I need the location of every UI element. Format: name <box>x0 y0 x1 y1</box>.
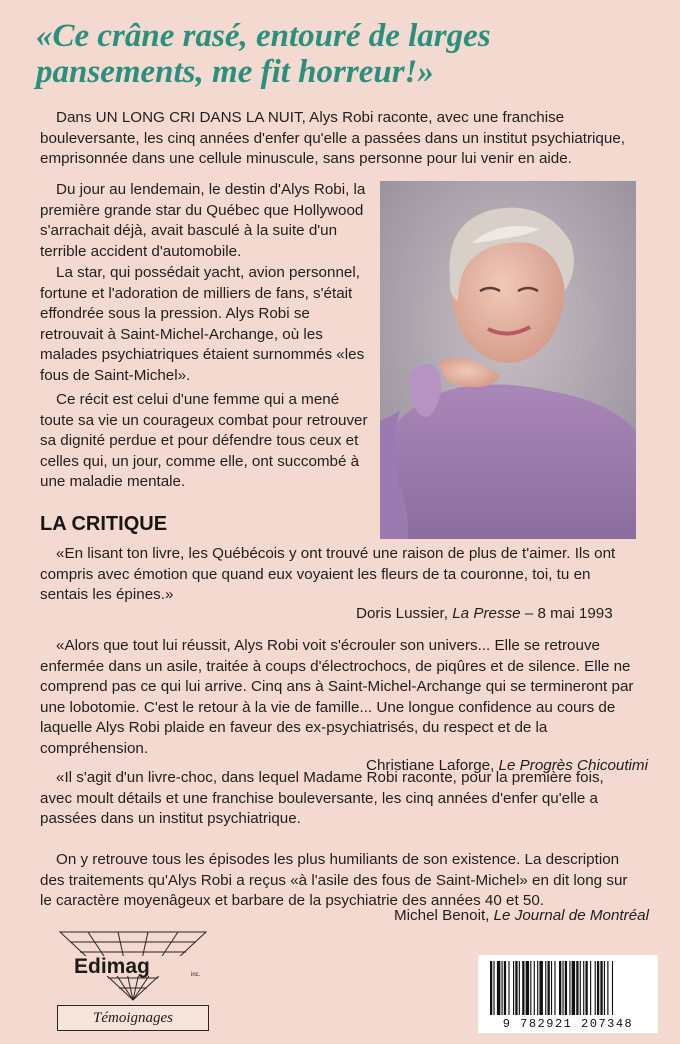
publisher-name: Edimag <box>74 955 150 978</box>
barcode-bar <box>585 961 587 1015</box>
barcode-bar <box>612 961 613 1015</box>
barcode-bar <box>519 961 520 1015</box>
intro-paragraph: Dans UN LONG CRI DANS LA NUIT, Alys Robi raconte, avec une franchise bouleversante, les cinq années d'enfer qu'elle a passées dans un institut psychiatrique, emprisonnée dans une cellule minuscule, sans personne pour lui venir en aide. <box>40 109 625 167</box>
barcode-bar <box>537 961 538 1015</box>
barcode-bar <box>539 961 542 1015</box>
critique-quote-2: «Alors que tout lui réussit, Alys Robi voit s'écrouler son univers... Elle se retrouve enfermée dans un asile, traitée à coups d'électrochocs, de piqûres et de silence. Elle ne comprend pas ce qui lui arrive. Cinq ans à Saint-Michel-Archange qui se termineront par une lobotomie. C'est le retour à la vie de famille... Une longue confidence au cours de laquelle Alys Robi plaide en faveur des ex-psychiatrisés, du respect et de la compréhension. <box>40 637 634 757</box>
barcode-bar <box>508 961 509 1015</box>
barcode-bar <box>600 961 602 1015</box>
barcode-bar <box>597 961 599 1015</box>
attribution-1: Doris Lussier, La Presse – 8 mai 1993 <box>356 605 613 622</box>
barcode-bar <box>551 961 552 1015</box>
barcode-bar <box>530 961 531 1015</box>
critique-quote-1: «En lisant ton livre, les Québécois y ont trouvé une raison de plus de t'aimer. Ils ont compris avec émotion que quand eux voyaient les fleurs de ta couronne, toi, tu en sentais les épines.» <box>40 545 616 603</box>
barcode-digits: 9 782921 207348 <box>502 1017 634 1031</box>
barcode-bar <box>554 961 555 1015</box>
barcode-bar <box>497 961 500 1015</box>
portrait-photo <box>380 181 636 539</box>
barcode-bar <box>590 961 591 1015</box>
attribution-3: Michel Benoit, Le Journal de Montréal <box>394 907 649 924</box>
barcode-bar <box>522 961 524 1015</box>
barcode-bar <box>562 961 563 1015</box>
barcode-bar <box>490 961 492 1015</box>
barcode-bar <box>565 961 567 1015</box>
barcode-bar <box>607 961 608 1015</box>
barcode-bar <box>580 961 581 1015</box>
barcode-bar <box>569 961 570 1015</box>
headline-quote: «Ce crâne rasé, entouré de larges pansements, me fit horreur!» <box>36 18 491 90</box>
barcode-bar <box>572 961 575 1015</box>
barcode-bar <box>604 961 605 1015</box>
critique-quote-3: «Il s'agit d'un livre-choc, dans lequel Madame Robi raconte, pour la première fois, avec moult détails et une franchise bouleversante, les cinq années d'enfer qu'elle a passées dans un institut psychiatrique. <box>40 769 604 827</box>
critique-title: LA CRITIQUE <box>40 513 168 535</box>
barcode-bar <box>502 961 503 1015</box>
publisher-suffix: inc. <box>191 972 201 978</box>
paragraph-destiny: Du jour au lendemain, le destin d'Alys Robi, la première grande star du Québec que Hollywood s'arrachait déjà, avait basculé à la suite d'un terrible accident d'automobile. <box>40 181 366 260</box>
barcode-bar <box>513 961 514 1015</box>
paragraph-star: La star, qui possédait yacht, avion personnel, fortune et l'adoration de milliers de fans, s'était effondrée sous la pression. Alys Robi se retrouvait à Saint-Michel-Archange, où les malades psychiatriques étaient surnommés «les fous de Saint-Michel». <box>40 264 365 384</box>
critique-quote-3-continued: On y retrouve tous les épisodes les plus humiliants de son existence. La description des traitements qu'Alys Robi a reçus «à l'asile des fous de Saint-Michel» en dit long sur le caractère moyenâgeux et barbare de la psychiatrie des années 40 et 50. <box>40 851 628 909</box>
collection-label: Témoignages <box>57 1005 209 1031</box>
barcode-bar <box>559 961 561 1015</box>
barcode-bar <box>534 961 535 1015</box>
barcode-bar <box>595 961 596 1015</box>
portrait-illustration <box>380 181 636 539</box>
barcode-bar <box>583 961 584 1015</box>
publisher-logo <box>58 928 208 1002</box>
barcode-bar <box>504 961 506 1015</box>
barcode-bar <box>493 961 494 1015</box>
attribution-2: Christiane Laforge, Le Progrès Chicoutimi <box>366 757 648 774</box>
barcode-bar <box>526 961 529 1015</box>
barcode-bar <box>545 961 546 1015</box>
barcode-bar <box>515 961 517 1015</box>
paragraph-recit: Ce récit est celui d'une femme qui a mené toute sa vie un courageux combat pour retrouver sa dignité perdue et pour défendre tous ceux et celles qui, un jour, comme elle, ont succombé à une maladie mentale. <box>40 391 368 490</box>
barcode-bar <box>548 961 550 1015</box>
barcode <box>478 955 658 1033</box>
barcode-bar <box>576 961 578 1015</box>
